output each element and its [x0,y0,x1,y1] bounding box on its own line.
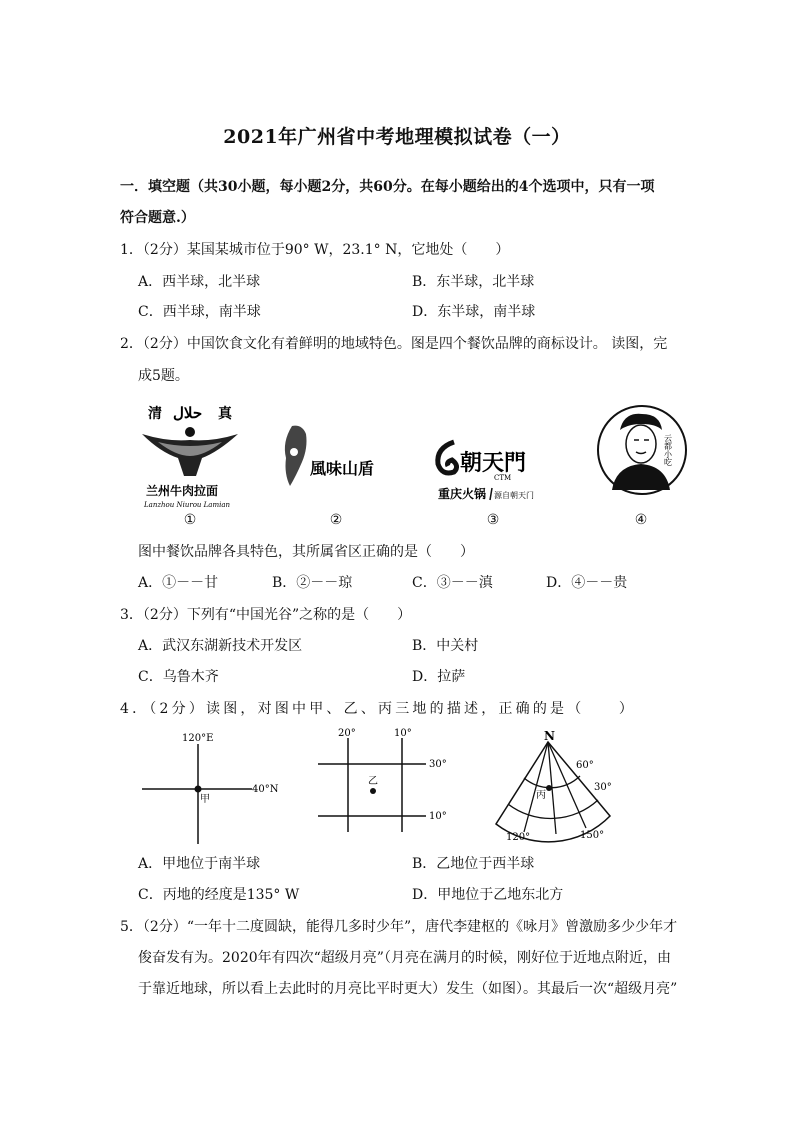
bing-coordinate-diagram [484,728,644,844]
yi-place-label: 乙 [368,776,378,787]
logo1-top-right-char: 真 [218,406,232,422]
q1-stem: 1．（2分）某国某城市位于90° W，23.1° N，它地处（ ） [120,242,510,258]
q5-line1: 5．（2分）“一年十二度圆缺，能得几多时少年”，唐代李建枢的《咏月》曾激励多少少年才 [120,919,678,935]
logo4-side-text: 云都小吃 [663,434,673,466]
q1-option-d[interactable]: D．东半球，南半球 [412,304,536,320]
q2-question: 图中餐饮品牌各具特色，其所属省区正确的是（ ） [138,544,474,560]
q3-option-d[interactable]: D．拉萨 [412,669,466,685]
q2-stem-line2: 成5题。 [138,368,189,384]
yi-coordinate-diagram [312,726,462,842]
q3-option-b[interactable]: B．中关村 [412,638,479,654]
q2-option-b[interactable]: B．②－－琼 [272,575,353,591]
logo2-brand-name: 風味山盾 [310,459,375,478]
q4-figure-yi [312,726,462,842]
logo1-arabic-text: حلال [173,404,203,422]
q2-option-a[interactable]: A．①－－甘 [138,575,219,591]
chaotianmen-logo-graphic [432,436,558,506]
logo1-pinyin-name: Lanzhou Niurou Lamian [144,501,231,509]
logo3-sub-abbrev: CTM [494,474,512,482]
yi-bottom-latitude: 10° [429,811,447,822]
logo-yundu-snack [596,404,688,496]
q4-option-a[interactable]: A．甲地位于南半球 [138,856,261,872]
jia-latitude-label: 40°N [252,784,279,795]
q4-figure-jia [140,728,290,848]
logo4-caption: ④ [634,512,648,528]
q4-option-b[interactable]: B．乙地位于西半球 [412,856,535,872]
q5-line2: 俊奋发有为。2020年有四次“超级月亮”（月亮在满月的时候，刚好位于近地点附近，由 [138,950,671,966]
logo2-caption: ② [329,512,343,528]
logo-chaotianmen-hotpot [432,436,558,506]
logo1-caption: ① [183,512,197,528]
q3-stem: 3．（2分）下列有“中国光谷”之称的是（ ） [120,607,412,623]
yi-left-longitude: 20° [338,728,356,739]
q2-option-c[interactable]: C．③－－滇 [412,575,493,591]
yundu-logo-graphic [596,404,688,496]
section-heading-line1: 一．填空题（共30小题，每小题2分，共60分。在每小题给出的4个选项中，只有一项 [120,179,655,195]
page-title: 2021年广州省中考地理模拟试卷（一） [223,126,571,148]
bing-lat30-label: 30° [594,782,612,793]
bing-left-longitude: 120° [506,832,531,843]
q4-option-c[interactable]: C．丙地的经度是135° W [138,887,300,903]
logo1-top-left-char: 清 [148,406,162,422]
logo3-caption: ③ [486,512,500,528]
bing-right-longitude: 150° [580,830,605,841]
bing-north-label: N [544,729,555,743]
q4-stem: 4．（2分）读图，对图中甲、乙、丙三地的描述，正确的是（ ） [120,701,637,717]
jia-longitude-label: 120°E [182,733,214,744]
logo1-chinese-name: 兰州牛肉拉面 [146,484,219,498]
logo-hainan-flavor [278,422,394,492]
bing-place-label: 丙 [536,790,546,801]
q3-option-c[interactable]: C．乌鲁木齐 [138,669,219,685]
q2-stem-line1: 2．（2分）中国饮食文化有着鲜明的地域特色。图是四个餐饮品牌的商标设计。 读图，完 [120,336,668,352]
jia-coordinate-diagram [140,728,290,848]
bing-lat60-label: 60° [576,760,594,771]
logo3-origin-text: 源自朝天门 [494,491,534,500]
jia-place-label: 甲 [200,794,210,805]
lanzhou-logo-graphic [138,398,242,510]
q5-line3: 于靠近地球，所以看上去此时的月亮比平时更大）发生（如图）。其最后一次“超级月亮” [138,981,678,997]
yi-top-latitude: 30° [429,759,447,770]
q1-option-a[interactable]: A．西半球，北半球 [138,274,261,290]
hainan-logo-graphic [278,422,394,492]
q3-option-a[interactable]: A．武汉东湖新技术开发区 [138,638,303,654]
q4-figure-bing [484,728,644,844]
logo3-hotpot-name: 重庆火锅 [438,487,487,501]
yi-right-longitude: 10° [394,728,412,739]
q1-option-c[interactable]: C．西半球，南半球 [138,304,261,320]
logo-lanzhou-lamian [138,398,242,510]
q4-option-d[interactable]: D．甲地位于乙地东北方 [412,887,564,903]
section-heading-line2: 符合题意.） [120,210,195,226]
q2-option-d[interactable]: D．④－－贵 [546,575,628,591]
q1-option-b[interactable]: B．东半球，北半球 [412,274,535,290]
logo3-brand-name: 朝天門 [460,450,527,476]
